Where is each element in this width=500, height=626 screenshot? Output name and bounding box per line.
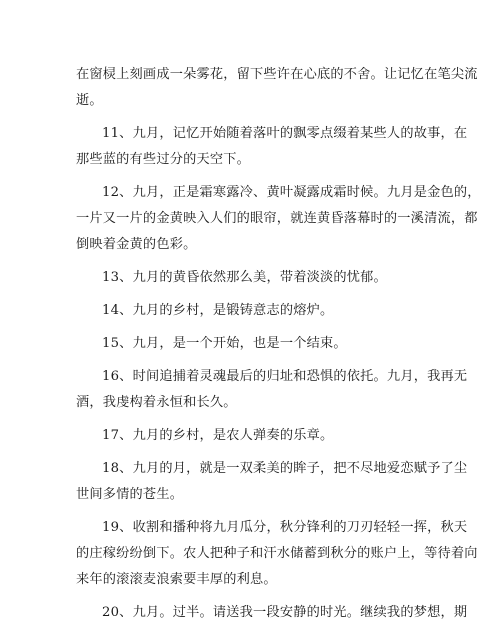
text-line: 16、时间追捕着灵魂最后的归址和恐惧的依托。九月，我再无 xyxy=(102,369,468,384)
text-line: 的庄稼纷纷倒下。农人把种子和汗水储蓄到秋分的账户上，等待着向 xyxy=(76,546,478,561)
text-line: 11、九月，记忆开始随着落叶的飘零点缀着某些人的故事，在 xyxy=(102,126,468,141)
text-line: 在窗棂上刻画成一朵雾花，留下些许在心底的不舍。让记忆在笔尖流 xyxy=(76,67,478,82)
paragraph-item-18 xyxy=(76,456,468,508)
text-line: 12、九月，正是霜寒露冷、黄叶凝露成霜时候。九月是金色的， xyxy=(102,185,481,200)
text-line: 15、九月，是一个开始，也是一个结束。 xyxy=(102,336,347,351)
text-line: 19、收割和播种将九月瓜分，秋分锋利的刀刃轻轻一挥，秋天 xyxy=(102,520,468,535)
text-line: 18、九月的月，就是一双柔美的眸子，把不尽地爱恋赋予了尘 xyxy=(102,461,468,476)
text-line: 逝。 xyxy=(76,93,103,108)
paragraph-intro xyxy=(76,62,478,114)
text-line: 那些蓝的有些过分的天空下。 xyxy=(76,152,251,167)
paragraph-item-11 xyxy=(76,121,468,173)
text-line: 酒，我虔构着永恒和长久。 xyxy=(76,395,237,410)
text-line: 来年的滚滚麦浪索要丰厚的利息。 xyxy=(76,572,277,587)
paragraph-item-17 xyxy=(76,423,428,449)
paragraph-item-12 xyxy=(76,180,481,258)
paragraph-item-16 xyxy=(76,364,468,416)
paragraph-item-14 xyxy=(76,298,428,324)
text-line: 世间多情的苍生。 xyxy=(76,487,184,502)
paragraph-item-15 xyxy=(76,331,428,357)
text-line: 20、九月。过半。请送我一段安静的时光。继续我的梦想，期 xyxy=(102,605,468,620)
paragraph-item-20 xyxy=(76,600,468,626)
text-line: 14、九月的乡村，是锻铸意志的熔炉。 xyxy=(102,303,334,318)
document-body xyxy=(76,62,481,626)
paragraph-item-19 xyxy=(76,515,478,593)
text-line: 倒映着金黄的色彩。 xyxy=(76,237,197,252)
text-line: 13、九月的黄昏依然那么美，带着淡淡的忧郁。 xyxy=(102,270,387,285)
text-line: 一片又一片的金黄映入人们的眼帘，就连黄昏落幕时的一溪清流，都 xyxy=(76,211,478,226)
paragraph-item-13 xyxy=(76,265,428,291)
text-line: 17、九月的乡村，是农人弹奏的乐章。 xyxy=(102,428,334,443)
